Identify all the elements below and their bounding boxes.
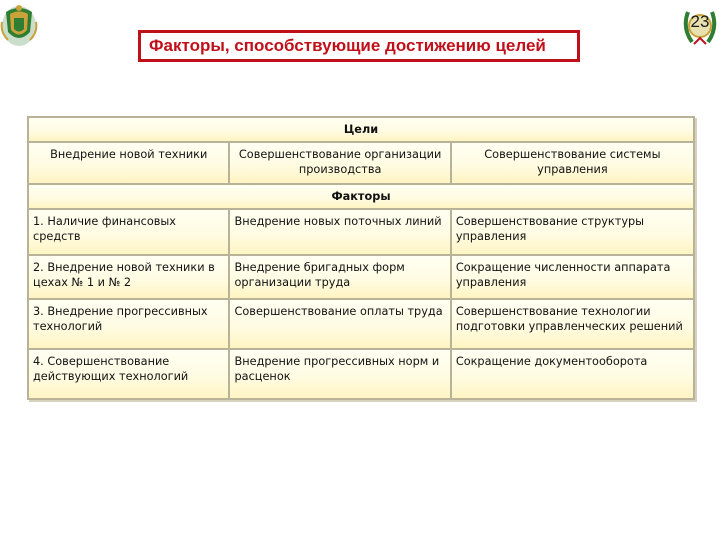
table-cell: 4. Совершенствование действующих технологий xyxy=(28,349,229,399)
table-cell: Внедрение бригадных форм организации труда xyxy=(229,255,450,299)
table-cell: Внедрение новых поточных линий xyxy=(229,209,450,255)
table-cell: Сокращение численности аппарата управления xyxy=(451,255,694,299)
title-box xyxy=(138,30,580,62)
table-cell: 2. Внедрение новой техники в цехах № 1 и № 2 xyxy=(28,255,229,299)
table-cell: Совершенствование технологии подготовки управленческих решений xyxy=(451,299,694,349)
goal-cell: Внедрение новой техники xyxy=(28,142,229,184)
table-row xyxy=(28,299,694,349)
factors-header-cell: Факторы xyxy=(28,184,694,209)
table-cell: Совершенствование оплаты труда xyxy=(229,299,450,349)
table-row xyxy=(28,349,694,399)
table-cell: 3. Внедрение прогрессивных технологий xyxy=(28,299,229,349)
table-row xyxy=(28,142,694,184)
table-cell: Сокращение документооборота xyxy=(451,349,694,399)
table-row xyxy=(28,209,694,255)
goal-cell: Совершенствование организации производства xyxy=(229,142,450,184)
table-cell: Внедрение прогрессивных норм и расценок xyxy=(229,349,450,399)
table-row xyxy=(28,184,694,209)
table-row xyxy=(28,255,694,299)
table-cell: Совершенствование структуры управления xyxy=(451,209,694,255)
table-row xyxy=(28,117,694,142)
coat-of-arms-emblem-icon xyxy=(0,2,38,48)
goal-cell: Совершенствование системы управления xyxy=(451,142,694,184)
goals-header-cell: Цели xyxy=(28,117,694,142)
goals-factors-table xyxy=(27,116,695,400)
table-cell: 1. Наличие финансовых средств xyxy=(28,209,229,255)
slide-title: Факторы, способствующие достижению целей xyxy=(149,36,546,55)
page-number: 23 xyxy=(690,12,710,31)
